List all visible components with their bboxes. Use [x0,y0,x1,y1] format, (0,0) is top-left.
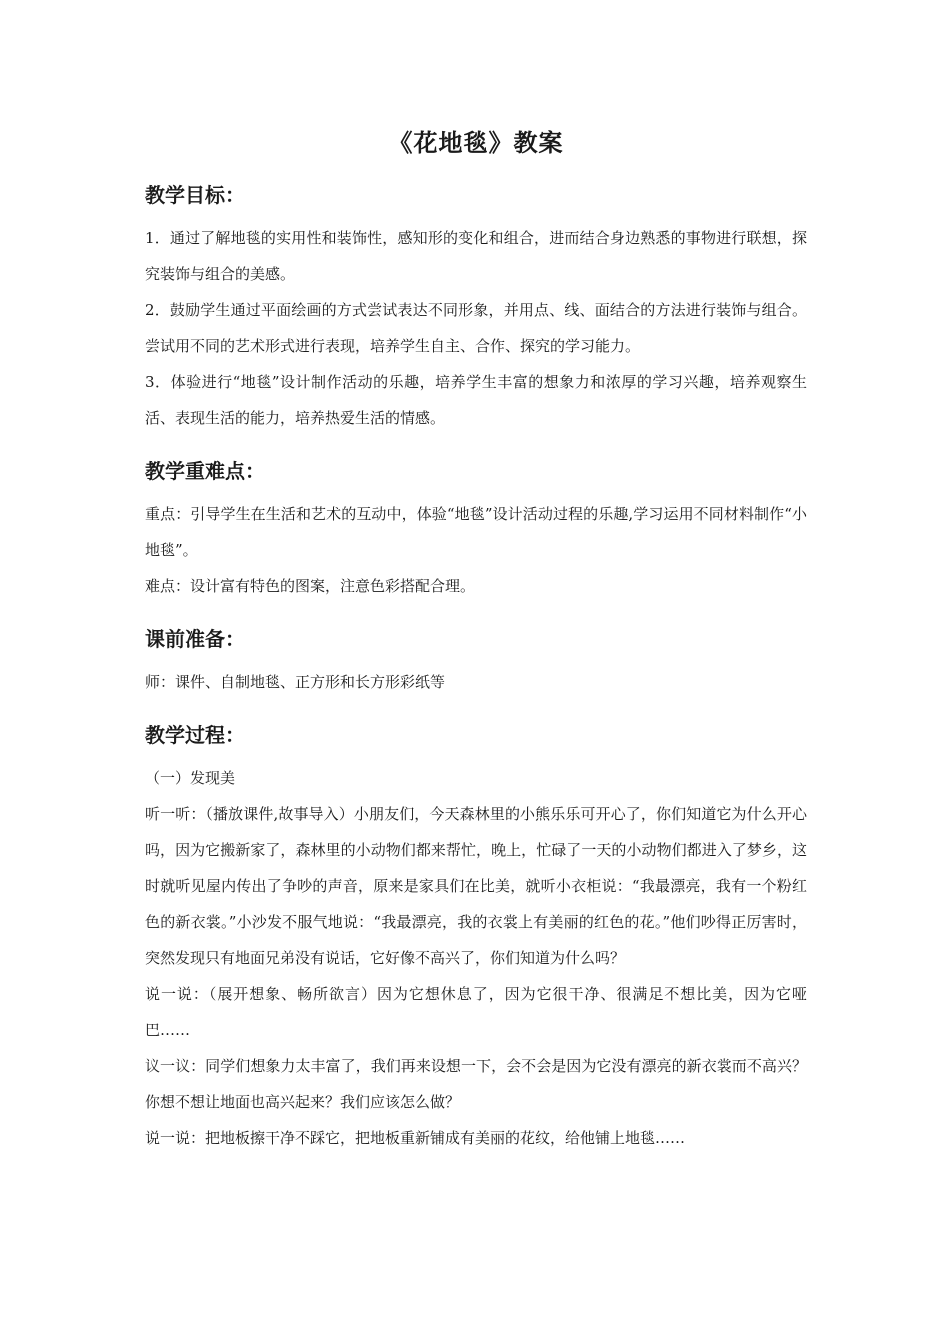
key-point-difficulty: 难点：设计富有特色的图案，注意色彩搭配合理。 [145,577,476,595]
objectives-heading: 教学目标： [145,183,245,207]
process-item-speak-2: 说一说：把地板擦干净不踩它，把地板重新铺成有美丽的花纹，给他铺上地毯…… [145,1129,686,1147]
key-points-heading: 教学重难点： [145,459,265,483]
process-item-speak-1: 说一说：（展开想象、畅所欲言）因为它想休息了，因为它很干净、很满足不想比美，因为它哑巴…… [145,985,807,1039]
process-subheading: （一）发现美 [145,769,236,787]
preparation-heading: 课前准备： [145,627,245,651]
preparation-item: 师：课件、自制地毯、正方形和长方形彩纸等 [145,673,446,691]
objective-item-2: 2．鼓励学生通过平面绘画的方式尝试表达不同形象，并用点、线、面结合的方法进行装饰与组合。尝试用不同的艺术形式进行表现，培养学生自主、合作、探究的学习能力。 [145,301,807,355]
objective-item-1: 1．通过了解地毯的实用性和装饰性，感知形的变化和组合，进而结合身边熟悉的事物进行联想，探究装饰与组合的美感。 [145,229,807,283]
key-point-focus: 重点：引导学生在生活和艺术的互动中，体验“地毯”设计活动过程的乐趣,学习运用不同材料制作“小地毯”。 [145,505,807,559]
process-item-discuss: 议一议：同学们想象力太丰富了，我们再来设想一下，会不会是因为它没有漂亮的新衣裳而不高兴？你想不想让地面也高兴起来？我们应该怎么做？ [145,1057,807,1111]
process-item-listen: 听一听：（播放课件,故事导入）小朋友们，今天森林里的小熊乐乐可开心了，你们知道它为什么开心吗，因为它搬新家了，森林里的小动物们都来帮忙，晚上，忙碌了一天的小动物们都进入了梦乡，这时就听见屋内传出了争吵的声音，原来是家具们在比美，就听小衣柜说：“我最漂亮，我有一个粉红色的新衣裳。”小沙发不服气地说：“我最漂亮，我的衣裳上有美丽的红色的花。”他们吵得正厉害时，突然发现只有地面兄弟没有说话，它好像不高兴了，你们知道为什么吗？ [145,805,807,967]
process-heading: 教学过程： [145,723,245,747]
objective-item-3: 3．体验进行“地毯”设计制作活动的乐趣，培养学生丰富的想象力和浓厚的学习兴趣，培养观察生活、表现生活的能力，培养热爱生活的情感。 [145,373,807,427]
document-title: 《花地毯》教案 [388,129,564,157]
